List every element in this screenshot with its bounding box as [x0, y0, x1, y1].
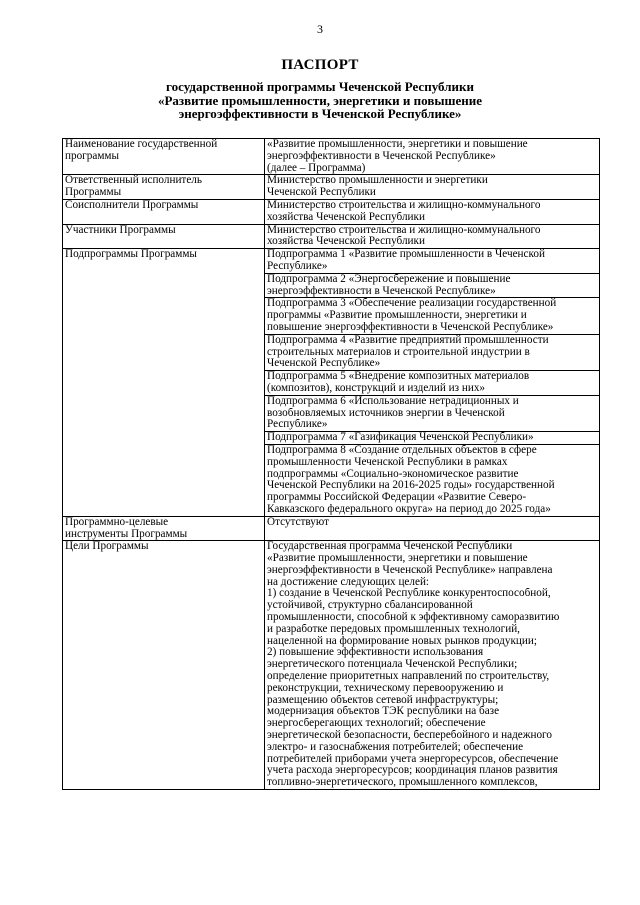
value-line: энергосберегающих технологий; обеспечение: [267, 718, 486, 730]
value-line: устойчивой, структурно сбалансированной: [267, 600, 473, 612]
label-line: Соисполнители Программы: [65, 199, 199, 211]
row-value-cell: [265, 139, 600, 175]
value-line: нацеленной на формирование новых рынков продукции;: [267, 635, 537, 647]
value-line: Министерство строительства и жилищно-коммунального: [267, 199, 541, 211]
row-value-cell: [265, 298, 600, 334]
value-line: модернизация объектов ТЭК республики на базе: [267, 706, 500, 718]
value-line: энергетического потенциала Чеченской Республики;: [267, 659, 518, 671]
subtitle-line: «Развитие промышленности, энергетики и повышение: [157, 92, 482, 108]
value-line: «Развитие промышленности, энергетики и повышение: [267, 553, 528, 565]
row-label-cell: [63, 139, 265, 175]
value-line: программы «Развитие промышленности, энергетики и: [267, 310, 527, 322]
value-line: энергоэффективности в Чеченской Республике»: [267, 150, 496, 162]
row-value-cell: [265, 516, 600, 541]
value-line: «Развитие промышленности, энергетики и повышение: [267, 139, 528, 150]
row-label-cell: [63, 516, 265, 541]
row-value-cell: [265, 249, 600, 274]
value-line: Подпрограмма 4 «Развитие предприятий промышленности: [267, 334, 549, 346]
value-line: хозяйства Чеченской Республики: [267, 236, 425, 248]
value-line: Республике»: [267, 419, 328, 431]
table-row: [63, 541, 600, 790]
label-line: Программы: [65, 187, 122, 199]
value-line: (далее – Программа): [267, 162, 366, 174]
value-line: Подпрограмма 3 «Обеспечение реализации государственной: [267, 298, 557, 310]
label-line: Программно-целевые: [65, 516, 169, 528]
table-row: [63, 249, 600, 274]
value-line: энергетической безопасности, бесперебойного и надежного: [267, 730, 552, 742]
value-line: строительных материалов и строительной индустрии в: [267, 346, 530, 358]
value-line: реконструкции, техническому перевооружению и: [267, 682, 504, 694]
value-line: Министерство строительства и жилищно-коммунального: [267, 224, 541, 236]
passport-table: [62, 138, 600, 790]
row-value-cell: [265, 444, 600, 516]
value-line: Министерство промышленности и энергетики: [267, 175, 488, 187]
value-line: энергоэффективности в Чеченской Республике»: [267, 285, 496, 297]
row-value-cell: [265, 432, 600, 445]
value-line: хозяйства Чеченской Республики: [267, 211, 425, 223]
table-row: [63, 516, 600, 541]
value-line: Подпрограмма 5 «Внедрение композитных материалов: [267, 371, 530, 383]
row-label-cell: [63, 199, 265, 224]
table-row: [63, 175, 600, 200]
value-line: возобновляемых источников энергии в Чеченской: [267, 407, 505, 419]
row-label-cell: [63, 175, 265, 200]
value-line: (композитов), конструкций и изделий из них»: [267, 382, 486, 394]
row-value-cell: [265, 334, 600, 370]
row-value-cell: [265, 273, 600, 298]
value-line: Кавказского федерального округа» на период до 2025 года»: [267, 503, 551, 515]
table-row: [63, 139, 600, 175]
value-line: определение приоритетных направлений по строительству,: [267, 671, 550, 683]
label-line: программы: [65, 150, 119, 162]
value-line: повышение энергоэффективности в Чеченской Республике»: [267, 321, 554, 333]
table-row: [63, 199, 600, 224]
value-line: 1) создание в Чеченской Республике конкурентоспособной,: [267, 588, 551, 600]
value-line: электро- и газоснабжения потребителей; обеспечение: [267, 741, 524, 753]
page-number: 3: [317, 22, 323, 36]
row-value-cell: [265, 224, 600, 249]
row-label-cell: [63, 224, 265, 249]
value-line: энергоэффективности в Чеченской Республике» направлена: [267, 564, 553, 576]
value-line: промышленности Чеченской Республики в рамках: [267, 456, 508, 468]
label-line: Подпрограммы Программы: [65, 249, 197, 261]
row-value-cell: [265, 395, 600, 431]
value-line: учета расхода энергоресурсов; координация планов развития: [267, 765, 558, 777]
label-line: Участники Программы: [65, 224, 176, 236]
label-line: Наименование государственной: [65, 139, 218, 150]
value-line: Государственная программа Чеченской Республики: [267, 541, 513, 553]
label-line: Цели Программы: [65, 541, 149, 553]
value-line: Подпрограмма 2 «Энергосбережение и повышение: [267, 273, 511, 285]
value-line: Чеченской Республике»: [267, 358, 381, 370]
value-line: Подпрограмма 6 «Использование нетрадиционных и: [267, 395, 519, 407]
row-value-cell: [265, 199, 600, 224]
label-line: инструменты Программы: [65, 528, 188, 540]
value-line: программы Российской Федерации «Развитие Северо-: [267, 492, 527, 504]
value-line: 2) повышение эффективности использования: [267, 647, 484, 659]
subtitle-line: государственной программы Чеченской Республики: [166, 79, 474, 94]
value-line: топливно-энергетического, промышленного комплексов,: [267, 777, 538, 789]
value-line: на достижение следующих целей:: [267, 576, 430, 588]
value-line: размещению объектов сетевой инфраструктуры;: [267, 694, 499, 706]
row-value-cell: [265, 541, 600, 790]
row-value-cell: [265, 175, 600, 200]
value-line: Подпрограмма 1 «Развитие промышленности в Чеченской: [267, 249, 545, 261]
row-label-cell: [63, 249, 265, 517]
value-line: Отсутствуют: [267, 516, 329, 528]
value-line: потребителей приборами учета энергоресурсов, обеспечение: [267, 753, 559, 765]
value-line: Подпрограмма 7 «Газификация Чеченской Республики»: [267, 432, 534, 444]
subtitle-line: энергоэффективности в Чеченской Республике»: [178, 106, 462, 121]
row-label-cell: [63, 541, 265, 790]
document-title: ПАСПОРТ: [281, 57, 359, 73]
label-line: Ответственный исполнитель: [65, 175, 202, 187]
value-line: и разработке передовых промышленных технологий,: [267, 623, 520, 635]
value-line: промышленности, способной к эффективному саморазвитию: [267, 612, 560, 624]
value-line: Подпрограмма 8 «Создание отдельных объектов в сфере: [267, 444, 537, 456]
row-value-cell: [265, 371, 600, 396]
value-line: Чеченской Республики: [267, 187, 376, 199]
document-subtitle: [100, 80, 540, 121]
value-line: подпрограммы «Социально-экономическое развитие: [267, 468, 519, 480]
value-line: Республике»: [267, 260, 328, 272]
table-row: [63, 224, 600, 249]
value-line: Чеченской Республики на 2016-2025 годы» государственной: [267, 480, 555, 492]
